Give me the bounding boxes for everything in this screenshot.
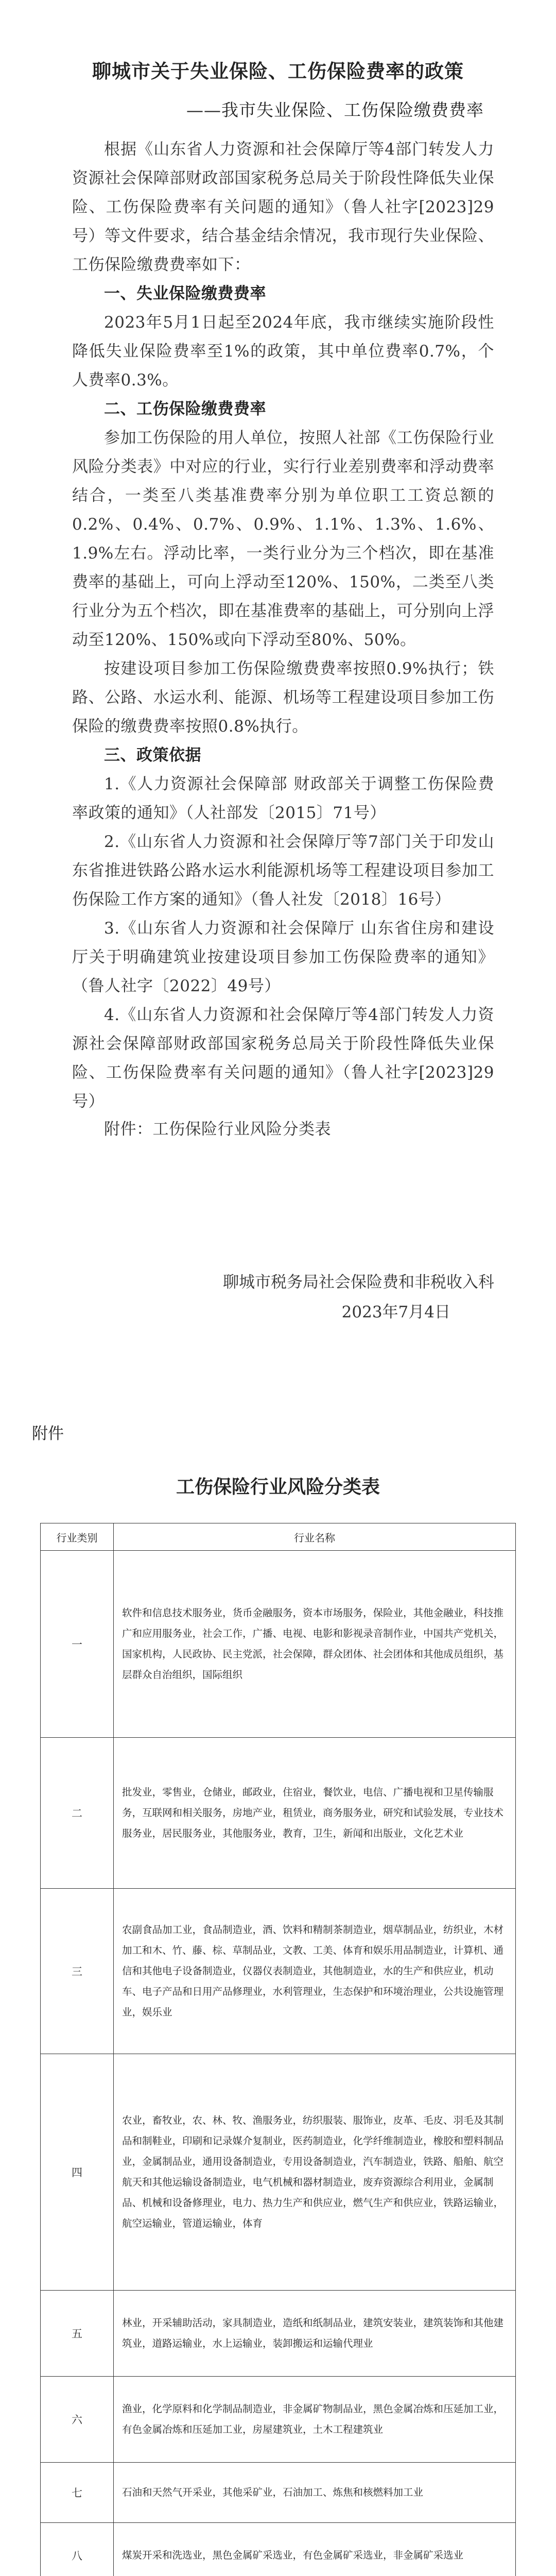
row-category: 二: [41, 1738, 114, 1889]
section-2-heading-block: [72, 395, 494, 423]
row-category: 五: [41, 2291, 114, 2377]
table-row: [41, 2463, 516, 2523]
table-row: [41, 1738, 516, 1889]
section-3-heading-block: [72, 741, 494, 770]
attachment-label: 附件: [32, 1420, 64, 1444]
table-row: [41, 1889, 516, 2054]
intro-paragraph: [72, 135, 494, 279]
header-category: 行业类别: [41, 1523, 114, 1551]
signature-org: 聊城市税务局社会保险费和非税收入科: [72, 1267, 494, 1297]
document-subtitle: ——我市失业保险、工伤保险缴费费率: [186, 97, 484, 121]
row-industries: 石油和天然气开采业，其他采矿业，石油加工、炼焦和核燃料加工业: [114, 2463, 516, 2523]
signature-date: 2023年7月4日: [72, 1297, 494, 1327]
section-2-paragraph-2: [72, 654, 494, 741]
row-category: 四: [41, 2054, 114, 2291]
row-industries: 林业，开采辅助活动，家具制造业，造纸和纸制品业，建筑安装业，建筑装饰和其他建筑业，道路运输业，水上运输业，装卸搬运和运输代理业: [114, 2291, 516, 2377]
basis-item-1-block: [72, 770, 494, 827]
table-row: [41, 2054, 516, 2291]
basis-item-3: 3.《山东省人力资源和社会保障厅 山东省住房和建设厅关于明确建筑业按建设项目参加工伤保险费率的通知》（鲁人社字〔2022〕49号）: [72, 914, 494, 1001]
row-category: 八: [41, 2523, 114, 2576]
signature-block: [72, 1267, 494, 1327]
basis-item-4: 4.《山东省人力资源和社会保障厅等4部门转发人力资源社会保障部财政部国家税务总局关于阶段性降低失业保险、工伤保险费率有关问题的通知》（鲁人社字[2023]29号）: [72, 1001, 494, 1116]
row-industries: 农副食品加工业，食品制造业，酒、饮料和精制茶制造业，烟草制品业，纺织业，木材加工和木、竹、藤、棕、草制品业，文教、工美、体育和娱乐用品制造业，计算机、通信和其他电子设备制造业，仪器仪表制造业，其他制造业，水的生产和供应业，机动车、电子产品和日用产品修理业，水利管理业，生态保护和环境治理业，公共设施管理业，娱乐业: [114, 1889, 516, 2054]
table-header-row: [41, 1523, 516, 1551]
table-row: [41, 2377, 516, 2463]
row-category: 一: [41, 1551, 114, 1738]
basis-item-2: 2.《山东省人力资源和社会保障厅等7部门关于印发山东省推进铁路公路水运水利能源机场等工程建设项目参加工伤保险工作方案的通知》（鲁人社发〔2018〕16号）: [72, 827, 494, 914]
basis-item-3-block: [72, 914, 494, 1001]
attachment-reference: 附件：工伤保险行业风险分类表: [72, 1115, 494, 1144]
row-category: 三: [41, 1889, 114, 2054]
basis-item-4-block: [72, 1001, 494, 1116]
section-2-heading: 二、工伤保险缴费费率: [72, 395, 494, 423]
table-title: 工伤保险行业风险分类表: [0, 1472, 556, 1499]
header-industry: 行业名称: [114, 1523, 516, 1551]
section-1-text: 2023年5月1日起至2024年底，我市继续实施阶段性降低失业保险费率至1%的政策，其中单位费率0.7%，个人费率0.3%。: [72, 308, 494, 395]
section-1-paragraph: [72, 308, 494, 395]
section-2-text-2: 按建设项目参加工伤保险缴费费率按照0.9%执行；铁路、公路、水运水利、能源、机场等工程建设项目参加工伤保险的缴费费率按照0.8%执行。: [72, 654, 494, 741]
row-category: 七: [41, 2463, 114, 2523]
basis-item-2-block: [72, 827, 494, 914]
basis-item-1: 1.《人力资源社会保障部 财政部关于调整工伤保险费率政策的通知》（人社部发〔2015〕71号）: [72, 770, 494, 827]
row-category: 六: [41, 2377, 114, 2463]
table-row: [41, 2291, 516, 2377]
row-industries: 农业，畜牧业，农、林、牧、渔服务业，纺织服装、服饰业，皮革、毛皮、羽毛及其制品和制鞋业，印刷和记录媒介复制业，医药制造业，化学纤维制造业，橡胶和塑料制品业，金属制品业，通用设备制造业，专用设备制造业，汽车制造业，铁路、船舶、航空航天和其他运输设备制造业，电气机械和器材制造业，废弃资源综合利用业，金属制品、机械和设备修理业，电力、热力生产和供应业，燃气生产和供应业，铁路运输业，航空运输业，管道运输业，体育: [114, 2054, 516, 2291]
section-3-heading: 三、政策依据: [72, 741, 494, 770]
section-1-heading: 一、失业保险缴费费率: [72, 279, 494, 308]
section-1-heading-block: [72, 279, 494, 308]
section-2-text-1: 参加工伤保险的用人单位，按照人社部《工伤保险行业风险分类表》中对应的行业，实行行业差别费率和浮动费率结合，一类至八类基准费率分别为单位职工工资总额的0.2%、0.4%、0.7%、0.9%、1.1%、1.3%、1.6%、1.9%左右。浮动比率，一类行业分为三个档次，即在基准费率的基础上，可向上浮动至120%、150%，二类至八类行业分为五个档次，即在基准费率的基础上，可分别向上浮动至120%、150%或向下浮动至80%、50%。: [72, 423, 494, 654]
row-industries: 批发业，零售业，仓储业，邮政业，住宿业，餐饮业，电信、广播电视和卫星传输服务，互联网和相关服务，房地产业，租赁业，商务服务业，研究和试验发展，专业技术服务业，居民服务业，其他服务业，教育，卫生，新闻和出版业，文化艺术业: [114, 1738, 516, 1889]
row-industries: 软件和信息技术服务业，货币金融服务，资本市场服务，保险业，其他金融业，科技推广和应用服务业，社会工作，广播、电视、电影和影视录音制作业，中国共产党机关，国家机构，人民政协、民主党派，社会保障，群众团体、社会团体和其他成员组织，基层群众自治组织，国际组织: [114, 1551, 516, 1738]
risk-classification-table: [40, 1523, 516, 2576]
table-row: [41, 2523, 516, 2576]
section-2-paragraph-1: [72, 423, 494, 654]
document-title: 聊城市关于失业保险、工伤保险费率的政策: [0, 56, 556, 83]
row-industries: 煤炭开采和洗选业，黑色金属矿采选业，有色金属矿采选业，非金属矿采选业: [114, 2523, 516, 2576]
intro-text: 根据《山东省人力资源和社会保障厅等4部门转发人力资源社会保障部财政部国家税务总局关于阶段性降低失业保险、工伤保险费率有关问题的通知》（鲁人社字[2023]29号）等文件要求，结合基金结余情况，我市现行失业保险、工伤保险缴费费率如下：: [72, 135, 494, 279]
attachment-reference-block: [72, 1115, 494, 1144]
row-industries: 渔业，化学原料和化学制品制造业，非金属矿物制品业，黑色金属冶炼和压延加工业，有色金属冶炼和压延加工业，房屋建筑业，土木工程建筑业: [114, 2377, 516, 2463]
table-row: [41, 1551, 516, 1738]
